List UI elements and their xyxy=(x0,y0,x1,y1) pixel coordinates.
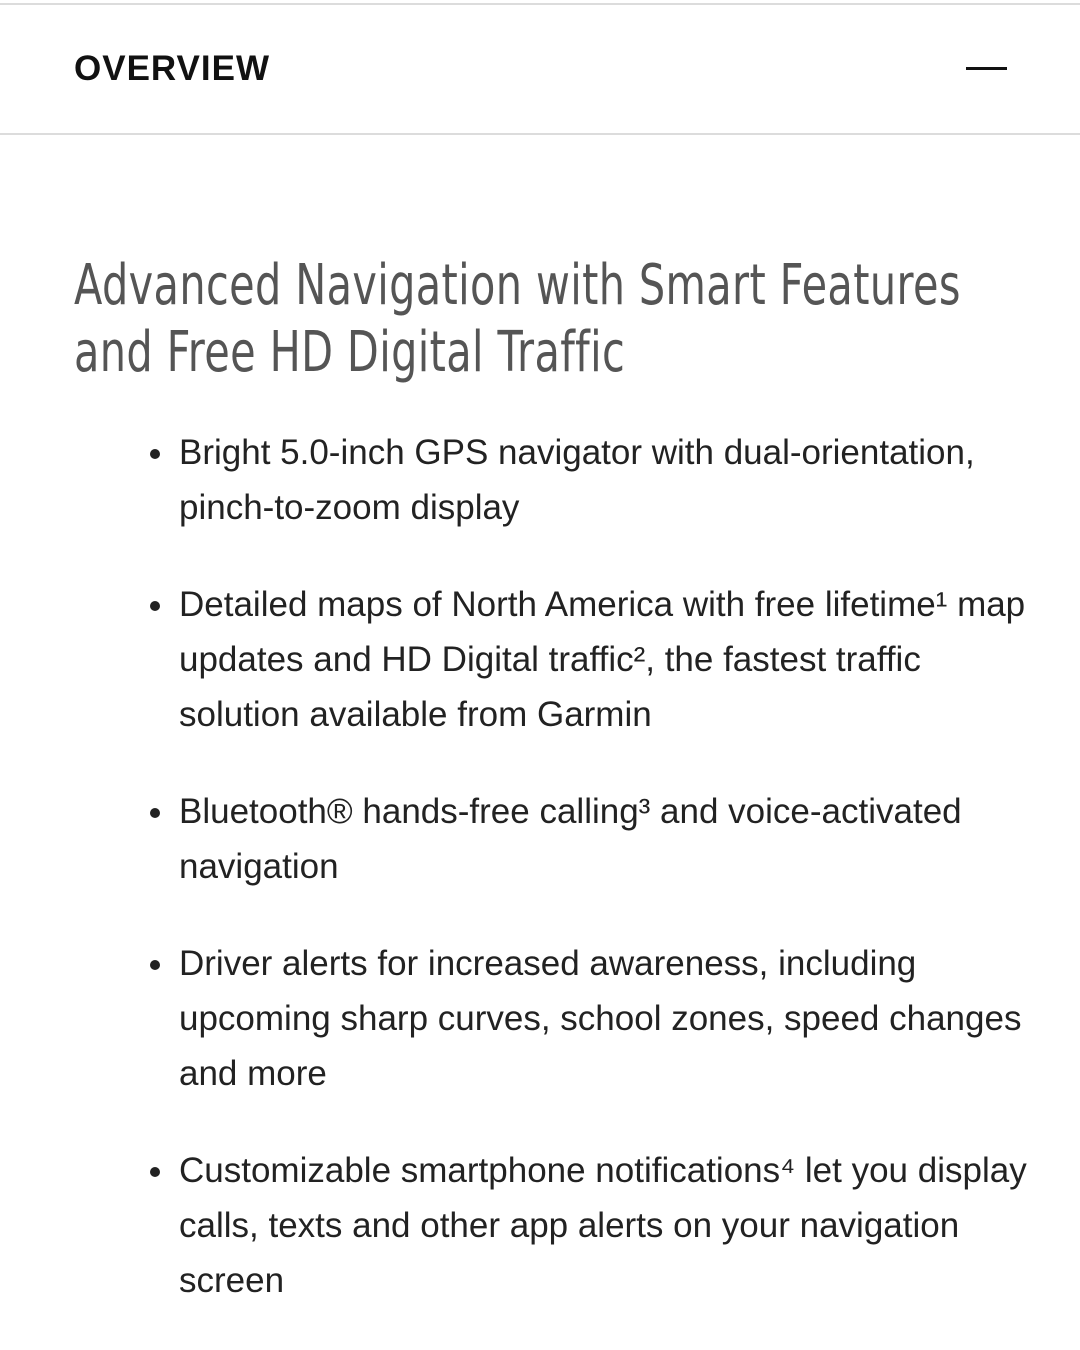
feature-item: Bright 5.0-inch GPS navigator with dual-orientation, pinch-to-zoom display xyxy=(179,425,1039,535)
minus-icon[interactable] xyxy=(966,67,1007,70)
feature-item: Bluetooth® hands-free calling³ and voice-activated navigation xyxy=(179,784,1039,894)
feature-item: Driver alerts for increased awareness, including upcoming sharp curves, school zones, speed changes and more xyxy=(179,936,1039,1101)
section-heading xyxy=(74,252,961,386)
feature-list xyxy=(179,425,1039,1350)
feature-item: Detailed maps of North America with free lifetime¹ map updates and HD Digital traffic², the fastest traffic solution available from Garmin xyxy=(179,577,1039,742)
accordion-title: OVERVIEW xyxy=(74,49,271,88)
section-heading-line-2: and Free HD Digital Traffic xyxy=(74,320,626,385)
overview-accordion-header[interactable] xyxy=(0,5,1080,135)
feature-item: Customizable smartphone notifications⁴ let you display calls, texts and other app alerts on your navigation screen xyxy=(179,1143,1039,1308)
section-heading-line-1: Advanced Navigation with Smart Features xyxy=(74,253,961,318)
